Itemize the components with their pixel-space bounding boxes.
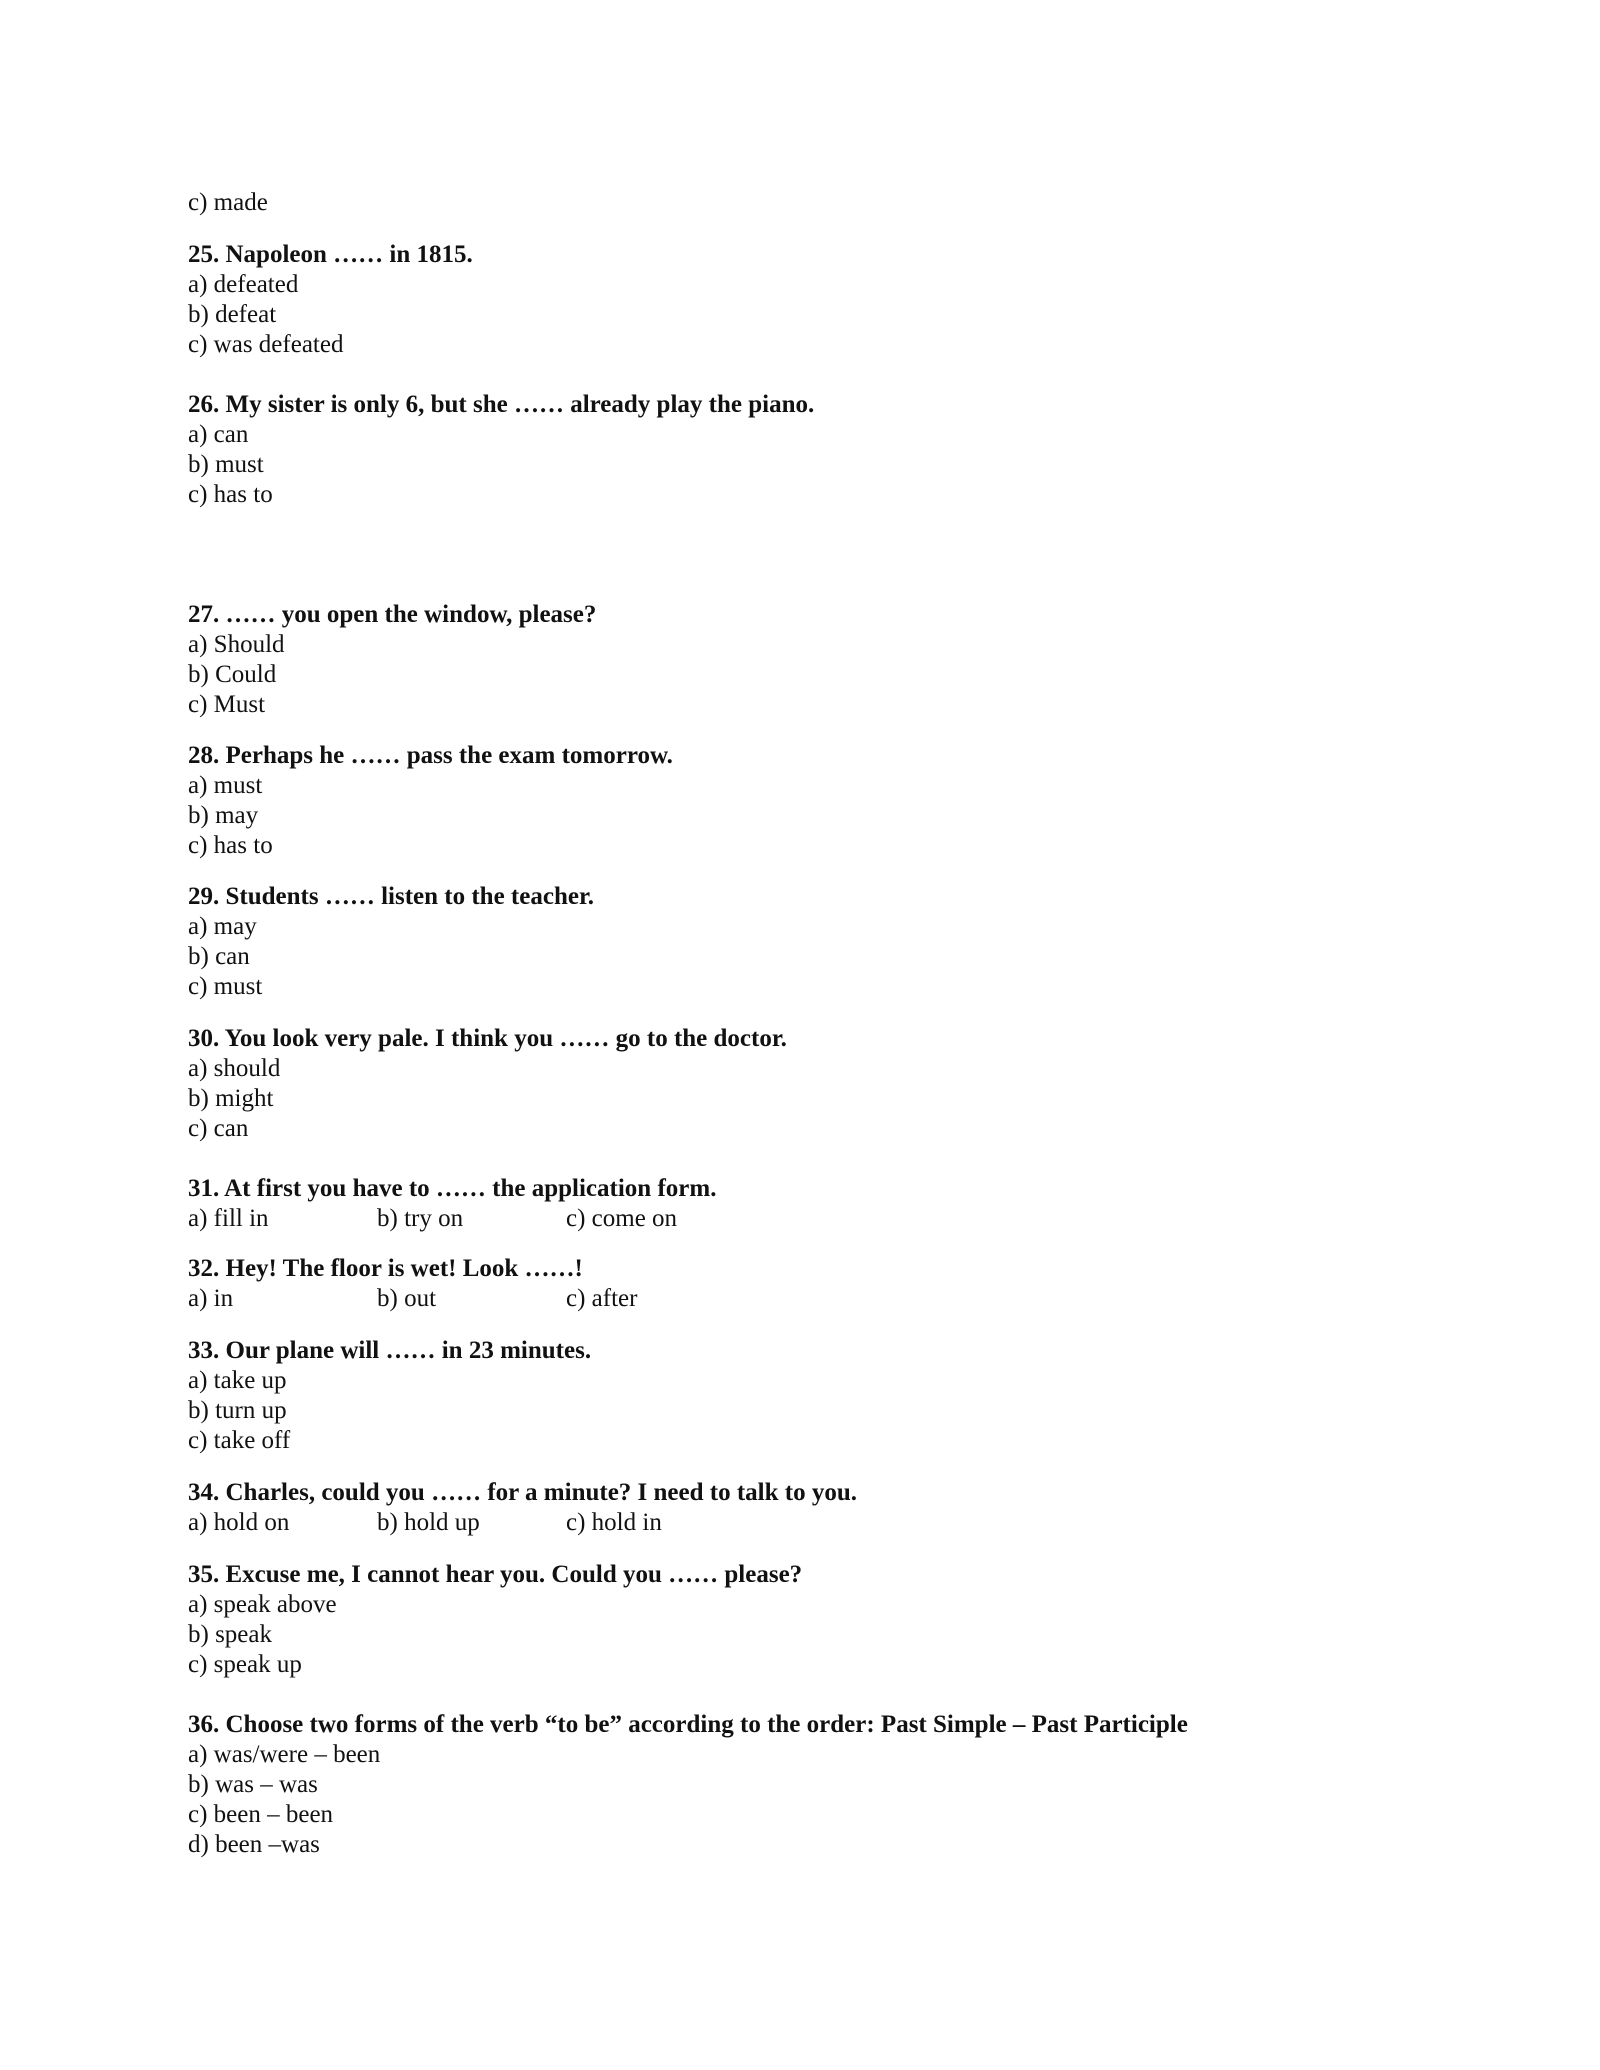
question-26-option-c: c) has to [188,481,273,508]
question-26-option-b: b) must [188,451,264,478]
question-34-option-b: b) hold up [377,1509,480,1536]
question-28-option-b: b) may [188,802,259,829]
question-30: 30. You look very pale. I think you …… go to the doctor. [188,1025,787,1052]
question-31-options-row [188,1204,888,1234]
question-31-option-b: b) try on [377,1205,464,1232]
question-34-option-a: a) hold on [188,1509,290,1536]
question-30-option-a: a) should [188,1055,281,1082]
question-31-option-c: c) come on [566,1205,678,1232]
question-28-option-a: a) must [188,772,263,799]
question-32-option-b: b) out [377,1285,437,1312]
question-29-option-a: a) may [188,913,257,940]
question-32-options-row [188,1284,888,1314]
question-25-option-b: b) defeat [188,301,277,328]
question-29: 29. Students …… listen to the teacher. [188,883,595,910]
question-34: 34. Charles, could you …… for a minute? I need to talk to you. [188,1479,858,1506]
prev-question-option-c: c) made [188,189,268,216]
question-35-option-c: c) speak up [188,1651,302,1678]
question-36-option-b: b) was – was [188,1771,318,1798]
question-26: 26. My sister is only 6, but she …… already play the piano. [188,391,815,418]
question-36-option-c: c) been – been [188,1801,334,1828]
question-36-option-a: a) was/were – been [188,1741,381,1768]
question-32-option-a: a) in [188,1285,234,1312]
question-25-option-a: a) defeated [188,271,299,298]
question-32: 32. Hey! The floor is wet! Look ……! [188,1255,583,1282]
question-34-options-row [188,1508,888,1538]
question-28-option-c: c) has to [188,832,273,859]
question-27-option-a: a) Should [188,631,285,658]
question-27: 27. …… you open the window, please? [188,601,597,628]
question-36: 36. Choose two forms of the verb “to be” according to the order: Past Simple – Past Participle [188,1711,1188,1738]
question-28: 28. Perhaps he …… pass the exam tomorrow. [188,742,673,769]
question-33-option-b: b) turn up [188,1397,287,1424]
question-25-option-c: c) was defeated [188,331,344,358]
question-34-option-c: c) hold in [566,1509,662,1536]
question-27-option-b: b) Could [188,661,277,688]
question-31: 31. At first you have to …… the application form. [188,1175,717,1202]
question-31-option-a: a) fill in [188,1205,269,1232]
question-35-option-b: b) speak [188,1621,272,1648]
question-29-option-b: b) can [188,943,250,970]
question-30-option-b: b) might [188,1085,274,1112]
question-29-option-c: c) must [188,973,263,1000]
question-35: 35. Excuse me, I cannot hear you. Could you …… please? [188,1561,803,1588]
question-35-option-a: a) speak above [188,1591,337,1618]
question-27-option-c: c) Must [188,691,266,718]
question-26-option-a: a) can [188,421,249,448]
question-33: 33. Our plane will …… in 23 minutes. [188,1337,592,1364]
question-25: 25. Napoleon …… in 1815. [188,241,473,268]
question-30-option-c: c) can [188,1115,249,1142]
question-33-option-a: a) take up [188,1367,287,1394]
question-36-option-d: d) been –was [188,1831,320,1858]
question-32-option-c: c) after [566,1285,638,1312]
question-33-option-c: c) take off [188,1427,291,1454]
